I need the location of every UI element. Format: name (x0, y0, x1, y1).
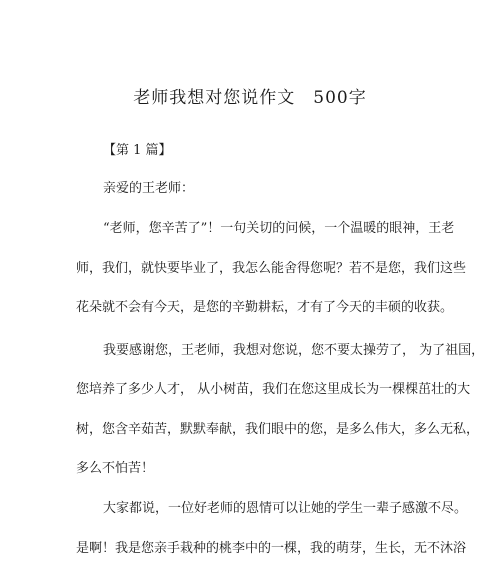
paragraph-line: 花朵就不会有今天，是您的辛勤耕耘，才有了今天的丰硕的收获。 (76, 300, 454, 315)
paragraph-line: 您培养了多少人才， 从小树苗，我们在您这里成长为一棵棵茁壮的大 (76, 382, 471, 397)
paragraph-line: 多么不怕苦！ (76, 461, 155, 476)
paragraph-line: 大家都说，一位好老师的恩情可以让她的学生一辈子感激不尽。 (103, 501, 468, 516)
section-label: 【第 1 篇】 (103, 143, 172, 158)
document-title: 老师我想对您说作文 500字 (133, 88, 367, 108)
paragraph-line: 是啊！我是您亲手栽种的桃李中的一棵，我的萌芽，生长，无不沐浴 (76, 541, 467, 556)
paragraph-line: 师，我们，就快要毕业了，我怎么能舍得您呢？若不是您，我们这些 (76, 261, 467, 276)
paragraph-line: “老师，您辛苦了”！一句关切的问候，一个温暖的眼神，王老 (103, 221, 455, 236)
greeting-line: 亲爱的王老师： (103, 181, 195, 196)
paragraph-line: 树，您含辛茹苦，默默奉献，我们眼中的您，是多么伟大，多么无私， (76, 422, 480, 437)
paragraph-line: 我要感谢您，王老师，我想对您说，您不要太操劳了， 为了祖国， (103, 343, 485, 358)
